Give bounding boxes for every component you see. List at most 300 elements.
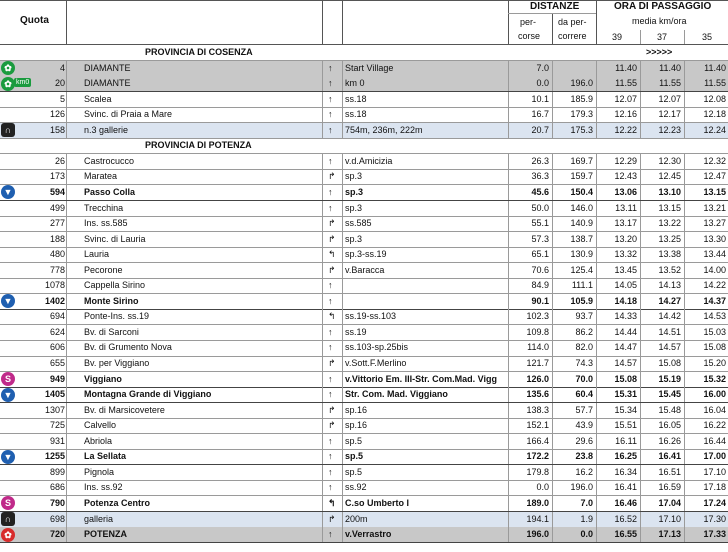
row-border [0, 542, 728, 543]
place-cell: Potenza Centro [84, 497, 151, 508]
time-35-cell: 17.24 [703, 497, 726, 508]
distance-left-cell: 23.8 [575, 451, 593, 462]
time-37-cell: 12.23 [658, 124, 681, 135]
grid-line [322, 309, 323, 325]
grid-line [508, 263, 509, 279]
direction-cell: ↰ [328, 249, 336, 260]
grid-line [552, 76, 553, 92]
grid-line [508, 216, 509, 232]
place-cell: Bv. per Viggiano [84, 358, 150, 368]
province-row [0, 45, 728, 61]
grid-line [342, 169, 343, 185]
direction-cell: ↱ [328, 233, 336, 244]
distance-left-cell: 57.7 [575, 404, 593, 415]
time-35-cell: 16.00 [703, 389, 726, 400]
table-row [0, 449, 728, 465]
direction-cell: ↑ [328, 466, 333, 477]
time-39-cell: 12.16 [614, 109, 637, 120]
grid-line [342, 309, 343, 325]
grid-line [322, 201, 323, 217]
place-cell: La Sellata [84, 451, 127, 462]
grid-line [342, 480, 343, 496]
grid-line [552, 216, 553, 232]
grid-line [508, 340, 509, 356]
grid-line [684, 123, 685, 139]
grid-line [508, 449, 509, 465]
time-35-cell: 15.32 [703, 373, 726, 384]
table-row [0, 201, 728, 217]
grid-line [552, 496, 553, 512]
grid-line [596, 372, 597, 388]
header-divider [342, 0, 343, 44]
time-39-cell: 13.32 [614, 249, 637, 260]
grid-line [552, 465, 553, 481]
time-35-cell: 15.08 [703, 342, 726, 353]
grid-line [508, 185, 509, 201]
place-cell: Pignola [84, 466, 115, 477]
time-39-cell: 11.40 [615, 62, 637, 73]
grid-line [508, 61, 509, 77]
grid-line [66, 216, 67, 232]
dapercorrere-header-2: correre [558, 31, 587, 41]
table-row [0, 76, 728, 92]
time-37-cell: 17.13 [658, 529, 681, 540]
grid-line [342, 496, 343, 512]
grid-line [640, 76, 641, 92]
distance-left-cell: 1.9 [580, 513, 593, 524]
km0-icon: ✿ [1, 77, 15, 91]
grid-line [66, 403, 67, 419]
grid-line [596, 278, 597, 294]
grid-line [322, 232, 323, 248]
direction-cell: ↑ [328, 373, 333, 384]
direction-cell: ↑ [328, 78, 333, 89]
distance-left-cell: 179.3 [570, 109, 593, 120]
time-37-cell: 13.52 [658, 264, 681, 275]
grid-line [552, 325, 553, 341]
grid-line [684, 356, 685, 372]
time-35-cell: 14.22 [703, 280, 726, 291]
grid-line [684, 278, 685, 294]
grid-line [342, 340, 343, 356]
grid-line [322, 92, 323, 108]
grid-line [552, 480, 553, 496]
grid-line [342, 387, 343, 403]
direction-cell: ↑ [328, 186, 333, 197]
direction-cell: ↑ [328, 202, 333, 213]
quota-cell: 1405 [44, 389, 65, 400]
road-cell: sp.3 [345, 186, 364, 197]
grid-line [640, 107, 641, 123]
grid-line [684, 76, 685, 92]
time-39-cell: 13.06 [614, 186, 637, 197]
road-cell: ss.585 [345, 218, 372, 229]
road-cell: ss.18 [345, 109, 367, 120]
direction-cell: ↑ [328, 295, 333, 306]
time-37-cell: 12.07 [658, 93, 681, 104]
distance-done-cell: 84.9 [531, 280, 549, 291]
place-cell: Passo Colla [84, 186, 136, 197]
grid-line [342, 232, 343, 248]
time-37-cell: 12.45 [658, 171, 681, 182]
quota-cell: 5 [59, 93, 65, 104]
grid-line [66, 185, 67, 201]
quota-cell: 173 [49, 171, 65, 182]
grid-line [684, 232, 685, 248]
road-cell: Start Village [345, 62, 394, 73]
time-37-cell: 15.19 [658, 373, 681, 384]
time-39-cell: 16.11 [615, 435, 637, 446]
time-37-cell: 16.26 [658, 435, 681, 446]
grid-line [66, 92, 67, 108]
grid-line [684, 449, 685, 465]
grid-line [596, 92, 597, 108]
grid-line [552, 232, 553, 248]
grid-line [342, 512, 343, 528]
table-row [0, 216, 728, 232]
grid-line [508, 278, 509, 294]
distance-done-cell: 45.6 [531, 186, 549, 197]
gpm-icon: ▼ [1, 388, 15, 402]
quota-cell: 778 [49, 264, 65, 275]
grid-line [342, 465, 343, 481]
time-39-cell: 15.31 [614, 389, 637, 400]
time-39-cell: 13.17 [614, 218, 637, 229]
direction-cell: ↑ [328, 326, 333, 337]
grid-line [684, 61, 685, 77]
grid-line [342, 185, 343, 201]
grid-line [552, 294, 553, 310]
grid-line [508, 418, 509, 434]
grid-line [322, 496, 323, 512]
road-cell: sp.5 [345, 435, 363, 446]
grid-line [66, 496, 67, 512]
grid-line [640, 356, 641, 372]
grid-line [322, 154, 323, 170]
grid-line [66, 309, 67, 325]
grid-line [640, 340, 641, 356]
distance-done-cell: 16.7 [531, 109, 549, 120]
road-cell: v.Baracca [345, 264, 385, 275]
road-cell: ss.19 [345, 326, 367, 337]
table-row [0, 403, 728, 419]
grid-line [508, 465, 509, 481]
time-37-cell: 11.40 [659, 62, 681, 73]
road-cell: sp.3 [345, 202, 363, 213]
province-marker: >>>>> [646, 47, 673, 57]
time-35-cell: 17.10 [703, 466, 726, 477]
distance-done-cell: 26.3 [531, 155, 549, 166]
road-cell: C.so Umberto I [345, 497, 410, 508]
grid-line [596, 325, 597, 341]
grid-line [596, 247, 597, 263]
grid-line [342, 434, 343, 450]
header-divider [684, 30, 685, 44]
time-39-cell: 12.29 [614, 155, 637, 166]
grid-line [66, 294, 67, 310]
grid-line [684, 496, 685, 512]
grid-line [342, 76, 343, 92]
time-35-cell: 14.00 [703, 264, 726, 275]
grid-line [508, 92, 509, 108]
grid-line [322, 418, 323, 434]
grid-line [66, 372, 67, 388]
quota-cell: 126 [49, 109, 65, 120]
grid-line [640, 403, 641, 419]
distance-left-cell: 169.7 [570, 155, 593, 166]
grid-line [66, 278, 67, 294]
time-39-cell: 14.44 [614, 326, 637, 337]
grid-line [342, 418, 343, 434]
grid-line [684, 512, 685, 528]
grid-line [552, 154, 553, 170]
distance-done-cell: 135.6 [526, 389, 549, 400]
time-39-cell: 16.55 [614, 529, 637, 540]
grid-line [640, 512, 641, 528]
distance-left-cell: 16.2 [575, 466, 593, 477]
grid-line [596, 107, 597, 123]
distance-done-cell: 65.1 [531, 249, 549, 260]
distance-left-cell: 0.0 [580, 529, 593, 540]
grid-line [552, 309, 553, 325]
grid-line [322, 263, 323, 279]
table-row [0, 309, 728, 325]
time-35-cell: 17.30 [703, 513, 726, 524]
grid-line [552, 169, 553, 185]
gpm-icon: ▼ [1, 294, 15, 308]
table-row [0, 247, 728, 263]
time-35-cell: 16.04 [703, 404, 726, 415]
grid-line [684, 480, 685, 496]
grid-line [322, 185, 323, 201]
time-37-cell: 15.45 [658, 389, 681, 400]
table-row [0, 294, 728, 310]
quota-cell: 20 [54, 78, 65, 89]
grid-line [596, 340, 597, 356]
grid-line [322, 76, 323, 92]
distance-done-cell: 194.1 [526, 513, 549, 524]
grid-line [552, 185, 553, 201]
time-35-cell: 15.20 [703, 358, 726, 368]
grid-line [342, 92, 343, 108]
distance-left-cell: 86.2 [575, 326, 593, 337]
distance-left-cell: 138.7 [570, 233, 593, 244]
time-39-cell: 15.51 [614, 420, 637, 431]
road-cell: v.Vittorio Em. III-Str. Com.Mad. Vigg [345, 373, 498, 384]
grid-line [322, 403, 323, 419]
grid-line [640, 247, 641, 263]
place-cell: Castrocucco [84, 155, 135, 166]
grid-line [552, 278, 553, 294]
grid-line [640, 480, 641, 496]
grid-line [322, 325, 323, 341]
grid-line [66, 232, 67, 248]
time-35-cell: 14.53 [703, 311, 726, 322]
grid-line [684, 387, 685, 403]
time-35-cell: 13.30 [703, 233, 726, 244]
direction-cell: ↰ [328, 497, 336, 508]
time-39-cell: 13.11 [615, 202, 637, 213]
grid-line [596, 512, 597, 528]
table-row [0, 465, 728, 481]
grid-line [342, 294, 343, 310]
tunnel-icon: ∩ [1, 123, 15, 137]
distance-left-cell: 159.7 [570, 171, 593, 182]
direction-cell: ↑ [328, 435, 333, 446]
km0-label: km0 [16, 79, 30, 87]
grid-line [640, 294, 641, 310]
grid-line [342, 201, 343, 217]
place-cell: Ponte-Ins. ss.19 [84, 311, 150, 322]
grid-line [552, 449, 553, 465]
grid-line [552, 92, 553, 108]
grid-line [508, 201, 509, 217]
grid-line [66, 169, 67, 185]
time-37-cell: 17.10 [658, 513, 681, 524]
time-39-cell: 16.41 [614, 482, 637, 493]
road-cell: sp.3 [345, 171, 363, 182]
grid-line [508, 403, 509, 419]
place-cell: Cappella Sirino [84, 280, 146, 291]
distance-done-cell: 172.2 [526, 451, 549, 462]
grid-line [66, 387, 67, 403]
grid-line [508, 309, 509, 325]
grid-line [322, 465, 323, 481]
header-divider [322, 0, 323, 44]
grid-line [684, 434, 685, 450]
gpm-icon: ▼ [1, 185, 15, 199]
road-cell: 754m, 236m, 222m [345, 124, 423, 135]
grid-line [684, 107, 685, 123]
distance-done-cell: 0.0 [536, 482, 549, 493]
grid-line [640, 92, 641, 108]
grid-line [66, 465, 67, 481]
place-cell: Pecorone [84, 264, 123, 275]
time-39-cell: 11.55 [615, 78, 637, 89]
direction-cell: ↑ [328, 93, 333, 104]
distance-done-cell: 20.7 [531, 124, 549, 135]
place-cell: POTENZA [84, 529, 128, 540]
grid-line [596, 449, 597, 465]
direction-cell: ↑ [328, 62, 333, 73]
grid-line [508, 76, 509, 92]
quota-cell: 931 [49, 435, 65, 446]
quota-cell: 1402 [44, 295, 65, 306]
time-37-cell: 17.04 [658, 497, 681, 508]
grid-line [640, 434, 641, 450]
place-cell: Viggiano [84, 373, 122, 384]
distance-done-cell: 36.3 [531, 171, 549, 182]
header-divider [640, 30, 641, 44]
quota-cell: 4 [59, 62, 65, 73]
time-37-cell: 12.30 [658, 155, 681, 166]
grid-line [596, 76, 597, 92]
grid-line [640, 169, 641, 185]
road-cell: sp.5 [345, 466, 363, 477]
grid-line [596, 263, 597, 279]
quota-cell: 499 [49, 202, 65, 213]
time-35-cell: 15.03 [703, 326, 726, 337]
direction-cell: ↑ [328, 155, 333, 166]
place-cell: Scalea [84, 93, 112, 104]
grid-line [508, 325, 509, 341]
distance-left-cell: 196.0 [570, 78, 593, 89]
quota-cell: 790 [49, 497, 65, 508]
header-divider [508, 0, 509, 44]
table-row [0, 356, 728, 372]
grid-line [684, 418, 685, 434]
time-35-cell: 16.44 [703, 435, 726, 446]
quota-cell: 158 [49, 124, 65, 135]
place-cell: Bv. di Sarconi [84, 326, 139, 337]
grid-line [322, 247, 323, 263]
distance-done-cell: 10.1 [531, 93, 549, 104]
table-row [0, 340, 728, 356]
direction-cell: ↱ [328, 513, 336, 524]
time-39-cell: 14.05 [614, 280, 637, 291]
time-35-cell: 11.40 [704, 62, 726, 73]
direction-cell: ↑ [328, 109, 333, 120]
time-37-cell: 13.38 [658, 249, 681, 260]
distance-done-cell: 126.0 [526, 373, 549, 384]
grid-line [640, 449, 641, 465]
distance-left-cell: 60.4 [575, 389, 593, 400]
tunnel-icon: ∩ [1, 512, 15, 526]
grid-line [552, 123, 553, 139]
table-row [0, 185, 728, 201]
road-cell: v.d.Amicizia [345, 155, 393, 166]
distance-left-cell: 196.0 [570, 482, 593, 493]
place-cell: Monte Sirino [84, 295, 139, 306]
start-icon: ✿ [1, 61, 15, 75]
grid-line [66, 418, 67, 434]
road-cell: sp.5 [345, 451, 364, 462]
grid-line [596, 294, 597, 310]
grid-line [66, 76, 67, 92]
table-row [0, 387, 728, 403]
table-row [0, 278, 728, 294]
grid-line [552, 434, 553, 450]
time-39-cell: 16.52 [614, 513, 637, 524]
grid-line [596, 465, 597, 481]
place-cell: Svinc. di Lauria [84, 233, 146, 244]
grid-line [322, 123, 323, 139]
grid-line [640, 309, 641, 325]
quota-cell: 1078 [44, 280, 65, 291]
grid-line [684, 247, 685, 263]
grid-line [322, 527, 323, 543]
time-37-cell: 14.51 [658, 326, 681, 337]
time-37-cell: 13.10 [658, 186, 681, 197]
grid-line [322, 216, 323, 232]
distance-left-cell: 150.4 [570, 186, 593, 197]
road-cell: sp.16 [345, 420, 368, 431]
table-row [0, 527, 728, 543]
grid-line [552, 340, 553, 356]
province-name: PROVINCIA DI COSENZA [145, 47, 253, 57]
grid-line [552, 372, 553, 388]
grid-line [342, 107, 343, 123]
grid-line [596, 496, 597, 512]
distance-left-cell: 7.0 [580, 497, 593, 508]
time-37-cell: 16.41 [658, 451, 681, 462]
time-35-cell: 12.24 [703, 124, 726, 135]
grid-line [684, 185, 685, 201]
direction-cell: ↑ [328, 124, 333, 135]
grid-line [552, 263, 553, 279]
distance-left-cell: 70.0 [575, 373, 593, 384]
time-35-cell: 12.32 [703, 155, 726, 166]
